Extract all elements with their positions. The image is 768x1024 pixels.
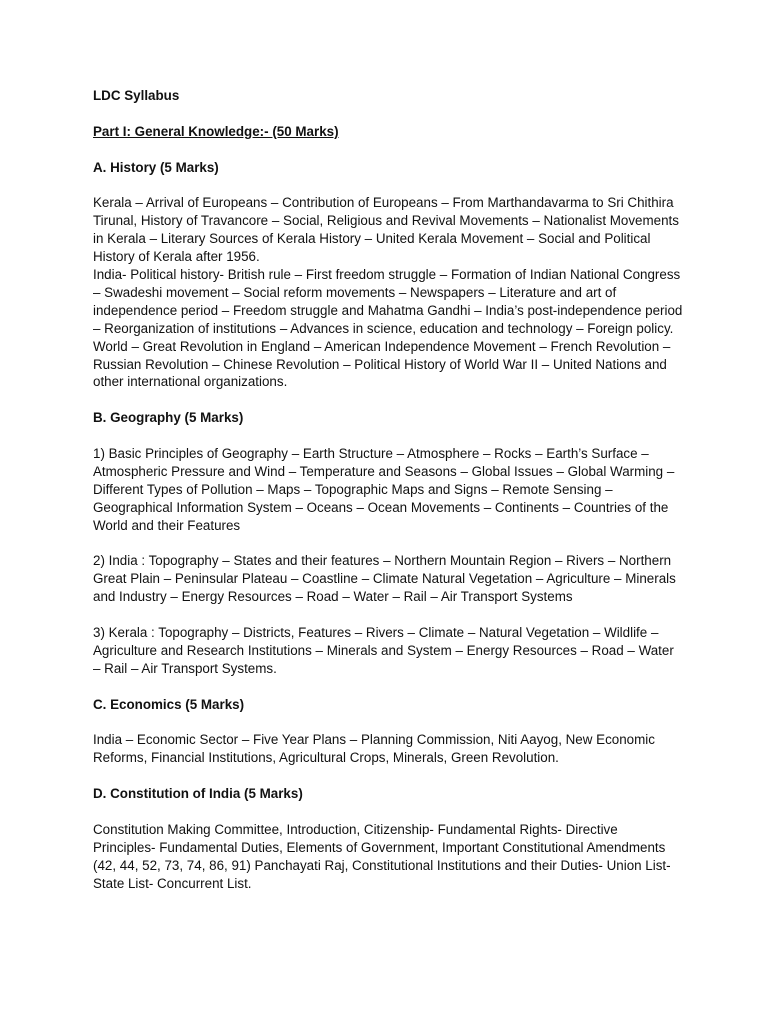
- geography-heading: B. Geography (5 Marks): [93, 410, 244, 426]
- document-page: [93, 87, 683, 893]
- geography-paragraph-basics: 1) Basic Principles of Geography – Earth Structure – Atmosphere – Rocks – Earth’s Surface – Atmospheric Pressure and Wind – Temperature and Seasons – Global Issues – Global Warming – Different Types of Pollution – Maps – Topographic Maps and Signs – Remote Sensing – Geographical Information System – Oceans – Ocean Movements – Continents – Countries of the World and their Features: [93, 446, 675, 533]
- geography-paragraph-kerala: 3) Kerala : Topography – Districts, Features – Rivers – Climate – Natural Vegetation – Wildlife – Agriculture and Research Institutions – Minerals and System – Energy Resources – Road – Water – Rail – Air Transport Systems.: [93, 625, 674, 676]
- geography-paragraph-india: 2) India : Topography – States and their features – Northern Mountain Region – Rivers – Northern Great Plain – Peninsular Plateau – Coastline – Climate Natural Vegetation – Agriculture – Minerals and Industry – Energy Resources – Road – Water – Rail – Air Transport Systems: [93, 553, 676, 605]
- history-paragraph-world: World – Great Revolution in England – American Independence Movement – French Revolution – Russian Revolution – Chinese Revolution – Political History of World War II – United Nations and other international organizations.: [93, 338, 671, 390]
- document-title: LDC Syllabus: [93, 88, 180, 103]
- economics-paragraph: India – Economic Sector – Five Year Plans – Planning Commission, Niti Aayog, New Economic Reforms, Financial Institutions, Agricultural Crops, Minerals, Green Revolution.: [93, 732, 655, 766]
- history-section: [93, 194, 683, 391]
- part-title: Part I: General Knowledge:- (50 Marks): [93, 123, 339, 139]
- history-heading: A. History (5 Marks): [93, 159, 219, 175]
- constitution-heading: D. Constitution of India (5 Marks): [93, 786, 303, 802]
- economics-heading: C. Economics (5 Marks): [93, 696, 245, 712]
- constitution-paragraph: Constitution Making Committee, Introduction, Citizenship- Fundamental Rights- Directive Principles- Fundamental Duties, Elements of Government, Important Constitutional Amendments (42, 44, 52, 73, 74, 86, 91) Panchayati Raj, Constitutional Institutions and their Duties- Union List- State List- Concurrent List.: [93, 821, 671, 891]
- history-paragraph-kerala: Kerala – Arrival of Europeans – Contribution of Europeans – From Marthandavarma to Sri Chithira Tirunal, History of Travancore – Social, Religious and Revival Movements – Nationalist Movements in Kerala – Literary Sources of Kerala History – United Kerala Movement – Social and Political History of Kerala after 1956.: [93, 195, 679, 265]
- history-paragraph-india: India- Political history- British rule – First freedom struggle – Formation of Indian National Congress – Swadeshi movement – Social reform movements – Newspapers – Literature and art of independence period – Freedom struggle and Mahatma Gandhi – India’s post-independence period – Reorganization of institutions – Advances in science, education and technology – Foreign policy.: [93, 267, 683, 336]
